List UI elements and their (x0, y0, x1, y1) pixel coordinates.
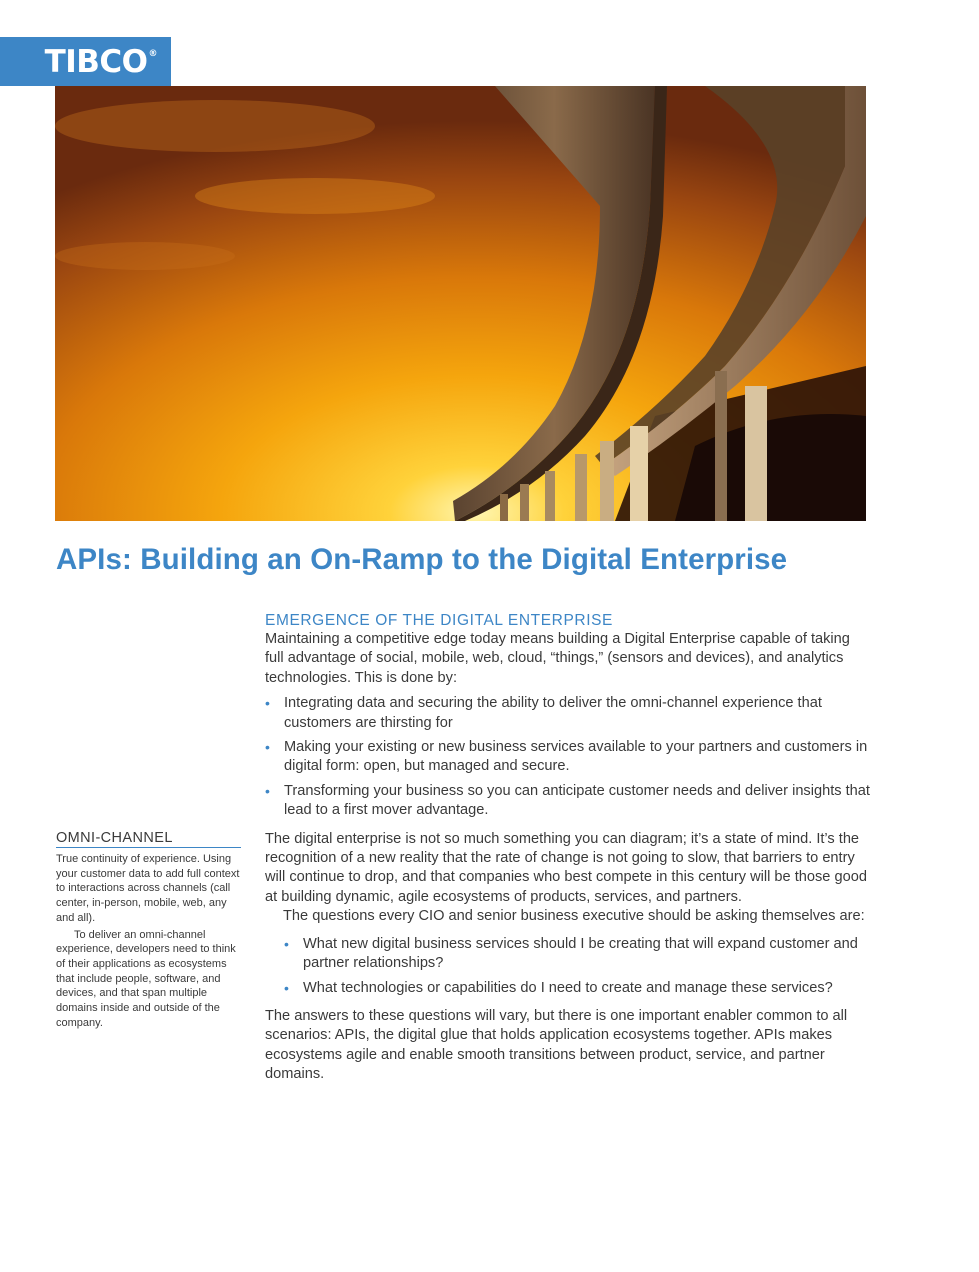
omni-channel-sidebar (56, 830, 241, 1030)
logo-text: TIBCO (44, 43, 148, 80)
page-title: APIs: Building an On-Ramp to the Digital Enterprise (56, 543, 788, 576)
intro-paragraph: Maintaining a competitive edge today means building a Digital Enterprise capable of taking full advantage of social, mobile, web, cloud, “things,” (sensors and devices), and analytics technologies. This is done by: (265, 631, 850, 686)
questions-intro-paragraph: The questions every CIO and senior business executive should be asking themselves are: (283, 908, 865, 925)
sidebar-definition: True continuity of experience. Using your customer data to add full context to interactions across channels (call center, in-person, mobile, web, any and all). (56, 853, 240, 924)
elevated-highway-sunset-photo (55, 86, 866, 521)
list-item: • Making your existing or new business services available to your partners and customers in digital form: open, but managed and secure. (284, 738, 871, 777)
capabilities-list (284, 694, 871, 820)
registered-mark: ® (148, 48, 157, 59)
section-title: EMERGENCE OF THE DIGITAL ENTERPRISE (265, 612, 613, 629)
hero-image (55, 86, 866, 521)
sidebar-title: OMNI-CHANNEL (56, 830, 241, 848)
list-item: • Transforming your business so you can anticipate customer needs and deliver insights that lead to a first mover advantage. (284, 782, 871, 821)
list-item: • What technologies or capabilities do I need to create and manage these services? (303, 979, 871, 998)
list-item: • What new digital business services should I be creating that will expand customer and partner relationships? (303, 935, 871, 974)
questions-list (303, 935, 871, 998)
digital-enterprise-paragraph: The digital enterprise is not so much something you can diagram; it’s a state of mind. It’s the recognition of a new reality that the rate of change is not going to slow, that barriers to entry will continue to drop, and that companies who best compete in this century will be those good at building dynamic, agile ecosystems of products, services, and partners. (265, 830, 867, 905)
main-content (265, 612, 871, 1085)
sidebar-paragraph: To deliver an omni-channel experience, developers need to think of their applications as ecosystems that include people, software, and devices, and that span multiple domains inside and outside of the company. (56, 928, 236, 1029)
conclusion-paragraph: The answers to these questions will vary, but there is one important enabler common to all scenarios: APIs, the digital glue that holds application ecosystems together. APIs makes ecosystems agile and enable smooth transitions between product, service, and partner domains. (265, 1007, 848, 1083)
tibco-logo (0, 37, 171, 86)
list-item: • Integrating data and securing the ability to deliver the omni-channel experience that customers are thirsting for (284, 694, 871, 733)
